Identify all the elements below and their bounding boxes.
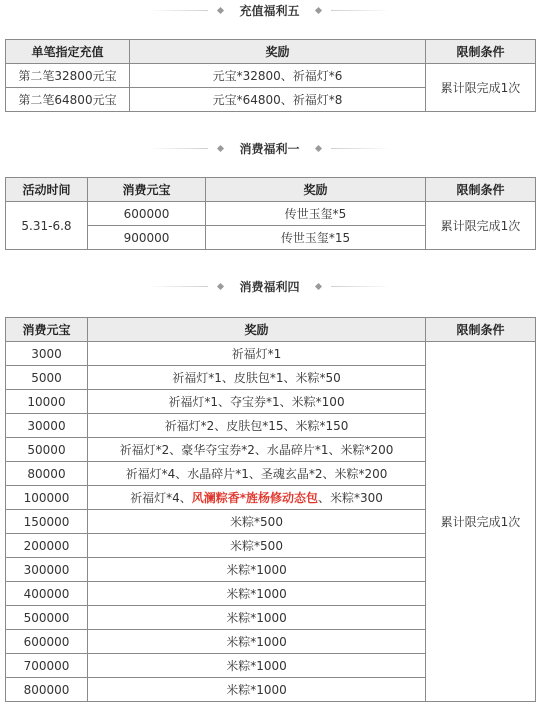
amount-cell: 700000 — [6, 654, 88, 678]
limit-cell: 累计限完成1次 — [426, 64, 536, 112]
section-title-recharge-5 — [0, 0, 539, 20]
amount-cell: 80000 — [6, 462, 88, 486]
reward-cell: 祈福灯*1、皮肤包*1、米粽*50 — [88, 366, 426, 390]
amount-cell: 100000 — [6, 486, 88, 510]
reward-text: 祈福灯*4、 — [130, 491, 192, 505]
amount-cell: 5000 — [6, 366, 88, 390]
header-cell: 消费元宝 — [6, 318, 88, 342]
header-cell: 奖励 — [206, 178, 426, 202]
table-row — [6, 202, 536, 226]
header-cell: 限制条件 — [426, 318, 536, 342]
table-row — [6, 64, 536, 88]
amount-cell: 第二笔32800元宝 — [6, 64, 130, 88]
diamond-icon — [314, 144, 321, 151]
diamond-icon — [314, 6, 321, 13]
limit-cell: 累计限完成1次 — [426, 342, 536, 702]
period-cell: 5.31-6.8 — [6, 202, 88, 250]
consume-1-table — [5, 177, 536, 250]
header-cell: 限制条件 — [426, 40, 536, 64]
reward-cell: 传世玉玺*15 — [206, 226, 426, 250]
table-header-row — [6, 178, 536, 202]
reward-cell: 米粽*1000 — [88, 654, 426, 678]
amount-cell: 第二笔64800元宝 — [6, 88, 130, 112]
amount-cell: 150000 — [6, 510, 88, 534]
reward-cell: 祈福灯*2、豪华夺宝券*2、水晶碎片*1、米粽*200 — [88, 438, 426, 462]
reward-cell: 传世玉玺*5 — [206, 202, 426, 226]
highlighted-reward-text: 风澜粽香*旌杨修动态包 — [191, 491, 318, 505]
recharge-5-table — [5, 39, 536, 112]
amount-cell: 600000 — [88, 202, 206, 226]
reward-cell: 米粽*1000 — [88, 558, 426, 582]
amount-cell: 500000 — [6, 606, 88, 630]
reward-cell: 祈福灯*1 — [88, 342, 426, 366]
reward-text: 、米粽*300 — [318, 491, 383, 505]
reward-cell: 祈福灯*1、夺宝券*1、米粽*100 — [88, 390, 426, 414]
section-title-consume-1 — [0, 138, 539, 158]
reward-cell: 米粽*500 — [88, 534, 426, 558]
header-cell: 单笔指定充值 — [6, 40, 130, 64]
diamond-icon — [217, 282, 224, 289]
amount-cell: 3000 — [6, 342, 88, 366]
reward-cell: 米粽*500 — [88, 510, 426, 534]
amount-cell: 900000 — [88, 226, 206, 250]
reward-cell: 祈福灯*4、水晶碎片*1、圣魂玄晶*2、米粽*200 — [88, 462, 426, 486]
section-title-text: 消费福利一 — [239, 141, 300, 156]
reward-cell: 米粽*1000 — [88, 678, 426, 702]
reward-cell: 米粽*1000 — [88, 582, 426, 606]
consume-4-table — [5, 317, 536, 702]
diamond-icon — [314, 282, 321, 289]
table-header-row — [6, 318, 536, 342]
header-cell: 奖励 — [130, 40, 426, 64]
section-title-text: 消费福利四 — [239, 279, 300, 294]
header-cell: 消费元宝 — [88, 178, 206, 202]
amount-cell: 800000 — [6, 678, 88, 702]
amount-cell: 200000 — [6, 534, 88, 558]
amount-cell: 30000 — [6, 414, 88, 438]
table-header-row — [6, 40, 536, 64]
reward-cell: 元宝*64800、祈福灯*8 — [130, 88, 426, 112]
diamond-icon — [217, 6, 224, 13]
header-cell: 限制条件 — [426, 178, 536, 202]
section-title-consume-4 — [0, 276, 539, 296]
amount-cell: 600000 — [6, 630, 88, 654]
amount-cell: 10000 — [6, 390, 88, 414]
header-cell: 奖励 — [88, 318, 426, 342]
reward-cell: 祈福灯*2、皮肤包*15、米粽*150 — [88, 414, 426, 438]
diamond-icon — [217, 144, 224, 151]
section-title-text: 充值福利五 — [239, 3, 300, 18]
reward-cell: 元宝*32800、祈福灯*6 — [130, 64, 426, 88]
reward-cell: 米粽*1000 — [88, 606, 426, 630]
amount-cell: 300000 — [6, 558, 88, 582]
reward-cell: 米粽*1000 — [88, 630, 426, 654]
limit-cell: 累计限完成1次 — [426, 202, 536, 250]
reward-cell — [88, 486, 426, 510]
header-cell: 活动时间 — [6, 178, 88, 202]
table-row — [6, 342, 536, 366]
amount-cell: 400000 — [6, 582, 88, 606]
amount-cell: 50000 — [6, 438, 88, 462]
